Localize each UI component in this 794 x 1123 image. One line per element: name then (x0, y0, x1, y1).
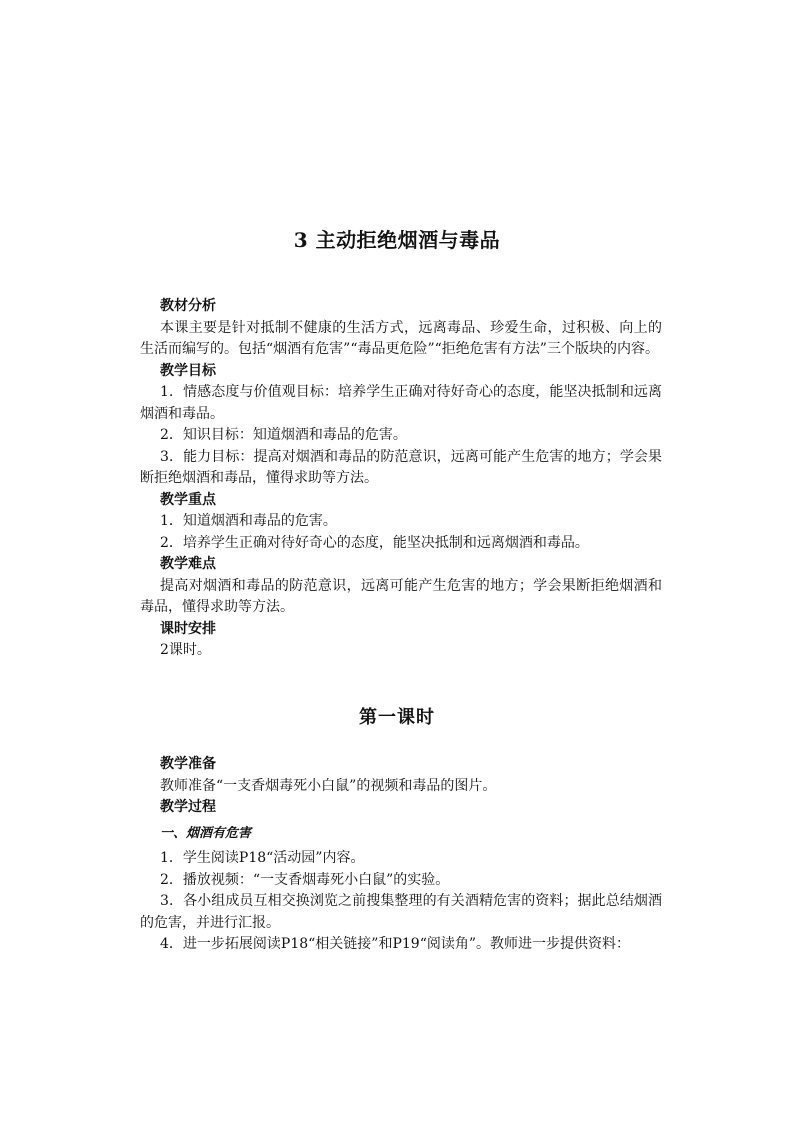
lesson-one-section (140, 754, 662, 956)
key-point-item: 1．知道烟酒和毒品的危害。 (160, 513, 337, 529)
goal-item: 3．能力目标：提高对烟酒和毒品的防范意识，远离可能产生危害的地方；学会果断拒绝烟酒和毒品，懂得求助等方法。 (140, 448, 662, 486)
analysis-text: 本课主要是针对抵制不健康的生活方式，远离毒品、珍爱生命，过积极、向上的生活而编写的。包括“烟酒有危害”“毒品更危险”“拒绝危害有方法”三个版块的内容。 (140, 319, 662, 357)
lesson-subtitle: 第一课时 (359, 707, 435, 728)
overview-section (140, 296, 662, 662)
step-item: 4．进一步拓展阅读P18“相关链接”和P19“阅读角”。教师进一步提供资料： (160, 936, 631, 952)
prep-heading: 教学准备 (160, 756, 216, 772)
part-heading: 一、烟酒有危害 (160, 825, 252, 841)
difficulty-heading: 教学难点 (160, 556, 216, 572)
schedule-heading: 课时安排 (160, 620, 216, 637)
schedule-text: 2课时。 (160, 642, 211, 658)
prep-text: 教师准备“一支香烟毒死小白鼠”的视频和毒品的图片。 (160, 777, 497, 794)
analysis-heading: 教材分析 (160, 298, 216, 314)
goals-heading: 教学目标 (160, 362, 216, 379)
lesson-title: 3 主动拒绝烟酒与毒品 (293, 228, 501, 252)
step-item: 3．各小组成员互相交换浏览之前搜集整理的有关酒精危害的资料；据此总结烟酒的危害，并进行汇报。 (140, 893, 662, 931)
goal-item: 1．情感态度与价值观目标：培养学生正确对待好奇心的态度，能坚决抵制和远离烟酒和毒品。 (140, 384, 662, 422)
step-item: 2．播放视频：“一支香烟毒死小白鼠”的实验。 (160, 871, 450, 888)
goal-item: 2．知识目标：知道烟酒和毒品的危害。 (160, 427, 407, 443)
key-point-item: 2．培养学生正确对待好奇心的态度，能坚决抵制和远离烟酒和毒品。 (160, 534, 589, 551)
difficulty-text: 提高对烟酒和毒品的防范意识，远离可能产生危害的地方；学会果断拒绝烟酒和毒品，懂得求助等方法。 (140, 577, 662, 615)
step-item: 1．学生阅读P18“活动园”内容。 (160, 850, 365, 866)
key-points-heading: 教学重点 (160, 491, 216, 508)
process-heading: 教学过程 (160, 799, 216, 815)
